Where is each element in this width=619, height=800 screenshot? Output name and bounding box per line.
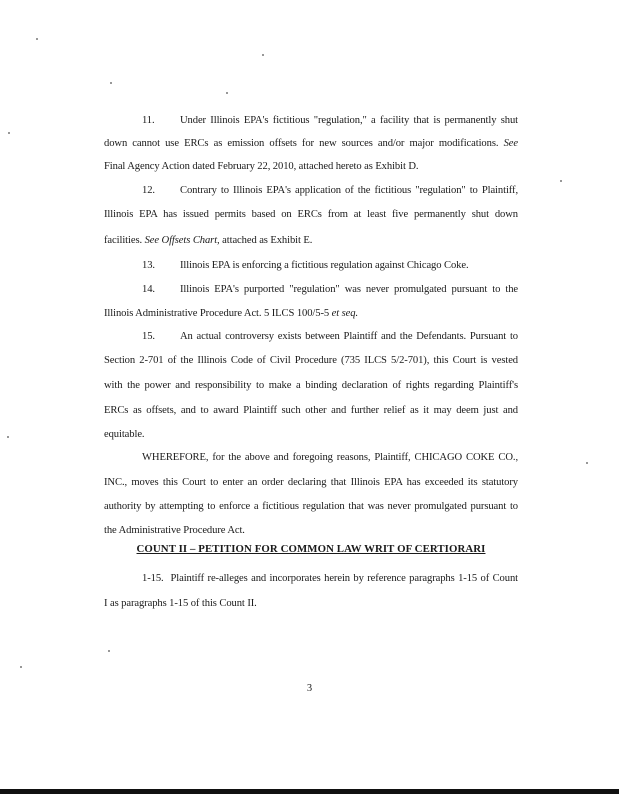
scan-speck bbox=[7, 436, 9, 438]
scan-speck bbox=[560, 180, 562, 182]
wherefore-line-2: INC., moves this Court to enter an order declaring that Illinois EPA has exceeded its statutory bbox=[104, 477, 518, 488]
para-14-number: 14. bbox=[142, 284, 155, 295]
para-12-line-2: Illinois EPA has issued permits based on ERCs from at least five permanently shut down bbox=[104, 209, 518, 220]
para-11-line-1: 11. Under Illinois EPA's fictitious "regulation," a facility that is permanently shut bbox=[142, 115, 518, 126]
count-ii-para-line-2: I as paragraphs 1-15 of this Count II. bbox=[104, 598, 257, 609]
para-15-number: 15. bbox=[142, 331, 155, 342]
para-15-line-3: with the power and responsibility to make a binding declaration of rights regarding Plaintiff's bbox=[104, 380, 518, 391]
scan-speck bbox=[20, 666, 22, 668]
para-14-line-2: Illinois Administrative Procedure Act. 5 ILCS 100/5-5 et seq. bbox=[104, 308, 359, 319]
para-12-line-3: facilities. See Offsets Chart, attached as Exhibit E. bbox=[104, 235, 313, 246]
wherefore-line-3: authority by attempting to enforce a fictitious regulation that was never promulgated pursuant to bbox=[104, 501, 518, 512]
para-15-line-5: equitable. bbox=[104, 429, 145, 440]
scan-speck bbox=[108, 650, 110, 652]
para-15-line-2: Section 2-701 of the Illinois Code of Civil Procedure (735 ILCS 5/2-701), this Court is vested bbox=[104, 355, 518, 366]
scan-speck bbox=[36, 38, 38, 40]
scan-speck bbox=[8, 132, 10, 134]
scan-speck bbox=[110, 82, 112, 84]
para-15-line-4: ERCs as offsets, and to award Plaintiff such other and further relief as it may deem just and bbox=[104, 405, 518, 416]
wherefore-line-1: WHEREFORE, for the above and foregoing reasons, Plaintiff, CHICAGO COKE CO., bbox=[142, 452, 518, 463]
para-11-line-3: Final Agency Action dated February 22, 2010, attached hereto as Exhibit D. bbox=[104, 161, 419, 172]
para-13-line-1: 13. Illinois EPA is enforcing a fictitious regulation against Chicago Coke. bbox=[142, 260, 469, 271]
count-ii-heading: COUNT II – PETITION FOR COMMON LAW WRIT OF CERTIORARI bbox=[136, 543, 486, 555]
para-12-number: 12. bbox=[142, 185, 155, 196]
scan-bottom-edge bbox=[0, 789, 619, 794]
scan-speck bbox=[262, 54, 264, 56]
scan-speck bbox=[586, 462, 588, 464]
count-ii-para-line-1: 1-15. Plaintiff re-alleges and incorporates herein by reference paragraphs 1-15 of Count bbox=[142, 573, 518, 584]
para-13-number: 13. bbox=[142, 260, 155, 271]
count-ii-para-number: 1-15. bbox=[142, 573, 164, 584]
para-12-line-1: 12. Contrary to Illinois EPA's application of the fictitious "regulation" to Plaintiff, bbox=[142, 185, 518, 196]
para-14-line-1: 14. Illinois EPA's purported "regulation" was never promulgated pursuant to the bbox=[142, 284, 518, 295]
scan-speck bbox=[226, 92, 228, 94]
wherefore-line-4: the Administrative Procedure Act. bbox=[104, 525, 245, 536]
para-11-number: 11. bbox=[142, 115, 155, 126]
para-11-line-2: down cannot use ERCs as emission offsets for new sources and/or major modifications. See bbox=[104, 138, 518, 149]
page-number: 3 bbox=[306, 683, 313, 694]
para-15-line-1: 15. An actual controversy exists between Plaintiff and the Defendants. Pursuant to bbox=[142, 331, 518, 342]
